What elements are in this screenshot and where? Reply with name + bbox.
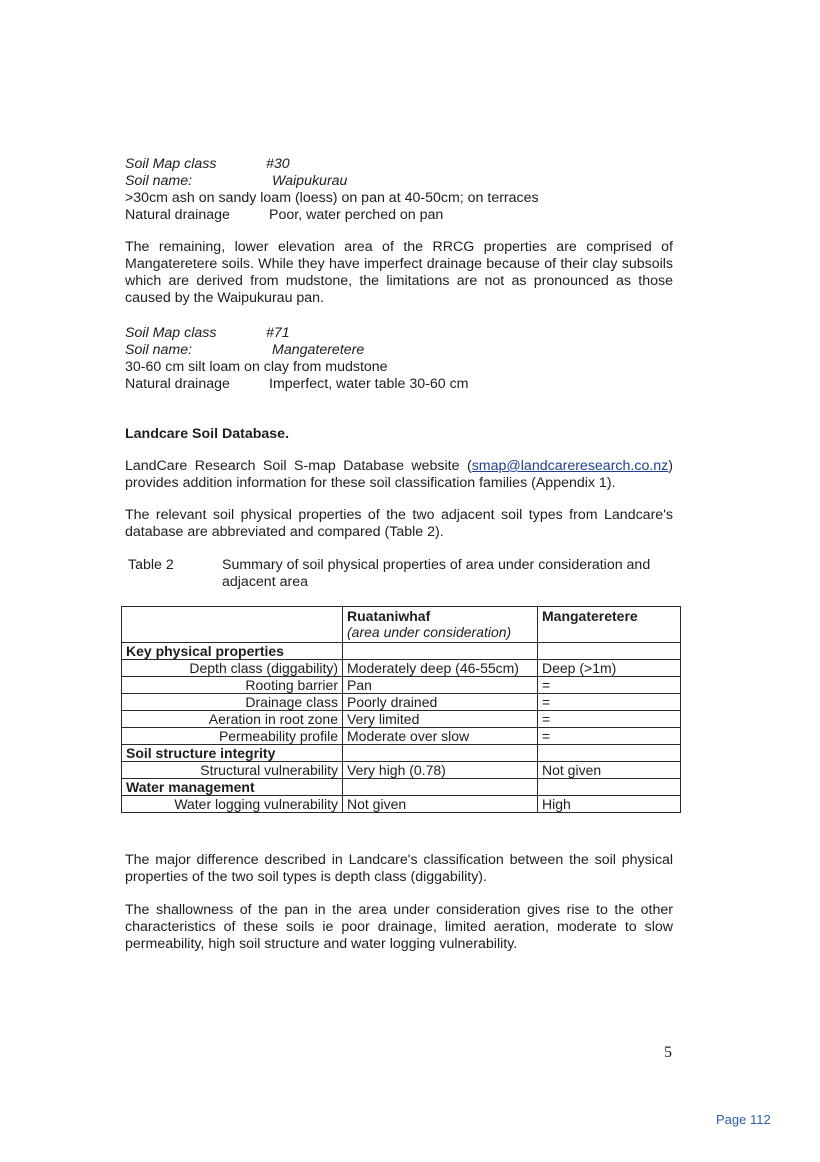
header-empty-cell: [122, 607, 343, 643]
row-label: Permeability profile: [122, 728, 343, 745]
col1-header: Ruataniwhaf: [347, 608, 431, 624]
paragraph-major-difference: [125, 852, 673, 886]
soil-name-label: Soil name:: [125, 173, 193, 189]
empty-cell: [343, 779, 538, 796]
row-value-2: Deep (>1m): [538, 660, 681, 677]
section-key-physical: Key physical properties: [122, 643, 343, 660]
map-class-value: #30: [266, 156, 290, 172]
section-row: [122, 779, 681, 796]
table-row: [122, 711, 681, 728]
paragraph-database: [125, 458, 673, 492]
empty-cell: [343, 745, 538, 762]
map-class-value: #71: [266, 325, 290, 341]
soil-name-label: Soil name:: [125, 342, 193, 358]
section-water-management: Water management: [122, 779, 343, 796]
paragraph-remaining-area: [125, 239, 673, 307]
row-value-2: Not given: [538, 762, 681, 779]
soil-name-value: Waipukurau: [272, 173, 348, 189]
empty-cell: [343, 643, 538, 660]
row-value-1: Pan: [343, 677, 538, 694]
soil-properties-table: [121, 606, 681, 813]
empty-cell: [538, 779, 681, 796]
table-row: [122, 694, 681, 711]
soil-description-text: >30cm ash on sandy loam (loess) on pan at 40-50cm; on terraces: [125, 190, 539, 206]
table-header-row: [122, 607, 681, 643]
drainage-value: Poor, water perched on pan: [269, 207, 444, 223]
table-row: [122, 762, 681, 779]
map-class-label: Soil Map class: [125, 325, 217, 341]
drainage-label: Natural drainage: [125, 376, 230, 392]
text-after-link: ) provides addition information for these soil classification families (Appendix 1).: [125, 458, 673, 491]
section-heading: Landcare Soil Database.: [125, 426, 290, 442]
row-label: Structural vulnerability: [122, 762, 343, 779]
paragraph-database-text: [125, 458, 673, 492]
row-value-2: =: [538, 711, 681, 728]
table-row: [122, 728, 681, 745]
table-caption-label: Table 2: [128, 557, 174, 573]
row-value-2: =: [538, 694, 681, 711]
row-label: Water logging vulnerability: [122, 796, 343, 813]
paragraph-relevant-properties: [125, 507, 673, 541]
row-label: Rooting barrier: [122, 677, 343, 694]
paragraph-text: The shallowness of the pan in the area under consideration gives rise to the other characteristics of these soils ie poor drainage, limited aeration, moderate to slow permeability, high soil structure and water logging vulnerability.: [125, 902, 673, 952]
row-label: Depth class (diggability): [122, 660, 343, 677]
paragraph-shallowness: [125, 902, 673, 953]
section-soil-structure: Soil structure integrity: [122, 745, 343, 762]
col1-subheader: (area under consideration): [347, 624, 512, 640]
row-value-1: Moderate over slow: [343, 728, 538, 745]
row-value-2: =: [538, 728, 681, 745]
paragraph-text: The major difference described in Landcare's classification between the soil physical properties of the two soil types is depth class (diggability).: [125, 852, 673, 885]
paragraph-text: The relevant soil physical properties of the two adjacent soil types from Landcare's database are abbreviated and compared (Table 2).: [125, 507, 673, 540]
row-label: Drainage class: [122, 694, 343, 711]
table-caption-text: Summary of soil physical properties of area under consideration and adjacent area: [222, 557, 651, 590]
page-label: Page 112: [716, 1112, 771, 1127]
row-value-1: Poorly drained: [343, 694, 538, 711]
row-value-1: Very limited: [343, 711, 538, 728]
section-row: [122, 643, 681, 660]
header-ruataniwhaf: [343, 607, 538, 643]
row-value-2: =: [538, 677, 681, 694]
empty-cell: [538, 745, 681, 762]
map-class-label: Soil Map class: [125, 156, 217, 172]
drainage-label: Natural drainage: [125, 207, 230, 223]
row-value-2: High: [538, 796, 681, 813]
table-row: [122, 677, 681, 694]
text-before-link: LandCare Research Soil S-map Database website (: [125, 458, 472, 474]
drainage-value: Imperfect, water table 30-60 cm: [269, 376, 469, 392]
soil-name-value: Mangateretere: [272, 342, 365, 358]
table-row: [122, 796, 681, 813]
soil-description-text: 30-60 cm silt loam on clay from mudstone: [125, 359, 388, 375]
section-row: [122, 745, 681, 762]
row-value-1: Not given: [343, 796, 538, 813]
row-label: Aeration in root zone: [122, 711, 343, 728]
row-value-1: Moderately deep (46-55cm): [343, 660, 538, 677]
paragraph-text: The remaining, lower elevation area of the RRCG properties are comprised of Mangateretere soils. While they have imperfect drainage because of their clay subsoils which are derived from mudstone, the limitations are not as pronounced as those caused by the Waipukurau pan.: [125, 239, 673, 306]
page-number: 5: [664, 1044, 672, 1061]
empty-cell: [538, 643, 681, 660]
table-row: [122, 660, 681, 677]
smap-email-link[interactable]: smap@landcareresearch.co.nz: [471, 458, 669, 474]
header-mangateretere: Mangateretere: [538, 607, 681, 643]
row-value-1: Very high (0.78): [343, 762, 538, 779]
